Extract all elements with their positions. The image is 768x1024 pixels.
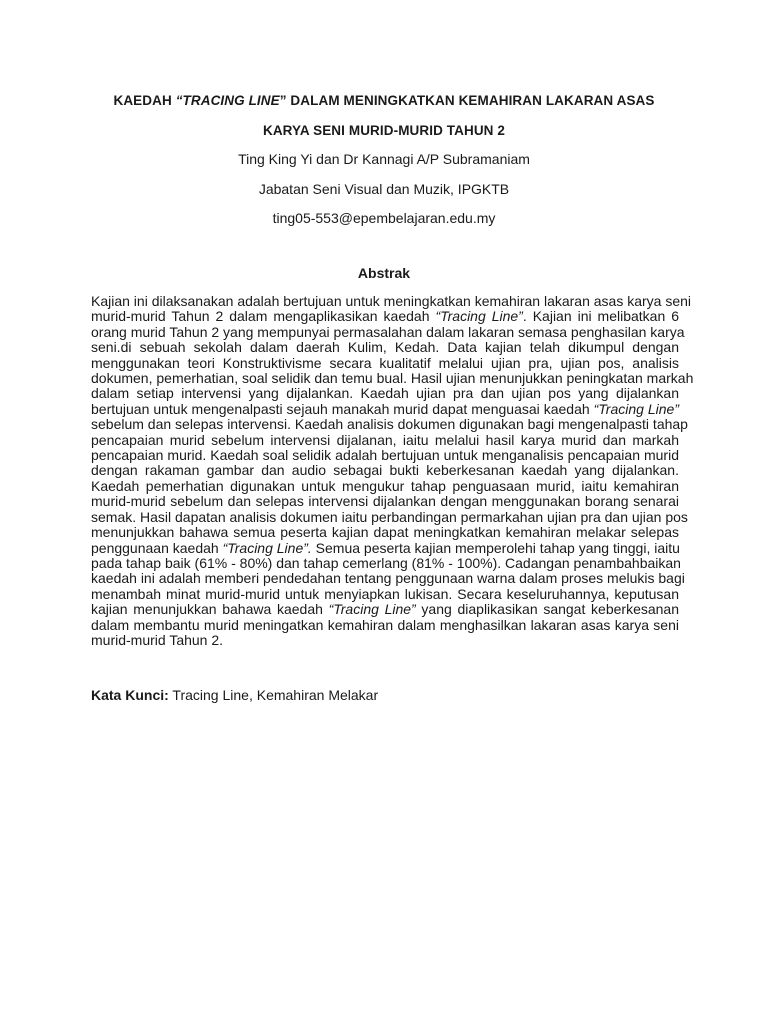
abstract-line bbox=[91, 556, 679, 571]
abstract-line bbox=[91, 356, 679, 371]
abstract-text: dokumen, pemerhatian, soal selidik dan temu bual. Hasil ujian menunjukkan peningkatan markah bbox=[91, 370, 694, 387]
abstract-text: dalam setiap intervensi yang dijalankan. Kaedah ujian pra dan ujian pos yang dijalankan bbox=[91, 385, 679, 402]
abstract-italic-term: “Tracing Line” bbox=[593, 400, 680, 417]
abstract-text: Kajian ini dilaksanakan adalah bertujuan untuk meningkatkan kemahiran lakaran asas karya seni bbox=[91, 293, 692, 309]
abstract-text: pencapaian murid sebelum intervensi dijalanan, iaitu melalui hasil karya murid dan markah bbox=[91, 431, 679, 448]
keywords bbox=[91, 687, 378, 703]
abstract-line bbox=[91, 587, 679, 602]
abstract-text: murid-murid Tahun 2. bbox=[91, 631, 224, 648]
abstract-heading: Abstrak bbox=[357, 265, 411, 281]
title-prefix: KAEDAH bbox=[113, 93, 176, 108]
title-italic-term: “TRACING LINE bbox=[175, 93, 280, 108]
abstract-text: yang diaplikasikan sangat keberkesanan bbox=[415, 601, 680, 618]
abstract-line bbox=[91, 541, 679, 556]
abstract-line bbox=[91, 340, 679, 355]
abstract-text: murid-murid sebelum dan selepas intervensi dijalankan dengan menggunakan borang senarai bbox=[91, 493, 679, 510]
abstract-text: pencapaian murid. Kaedah soal selidik adalah bertujuan untuk menganalisis pencapaian murid bbox=[91, 447, 679, 464]
abstract-text: sebelum dan selepas intervensi. Kaedah analisis dokumen digunakan bagi mengenalpasti tahap bbox=[91, 416, 688, 433]
keywords-value: Tracing Line, Kemahiran Melakar bbox=[168, 687, 379, 703]
abstract-text: Semua peserta kajian memperolehi tahap yang tinggi, iaitu bbox=[311, 539, 680, 556]
abstract-line bbox=[91, 448, 679, 463]
keywords-label: Kata Kunci: bbox=[91, 687, 169, 703]
abstract-text: menggunakan teori Konstruktivisme secara kualitatif melalui ujian pra, ujian pos, analisis bbox=[91, 354, 679, 371]
abstract-line bbox=[91, 494, 679, 509]
abstract-text: Kaedah pemerhatian digunakan untuk mengukur tahap penguasaan murid, iaitu kemahiran bbox=[91, 477, 679, 494]
abstract-line bbox=[91, 602, 679, 617]
paper-title-line-1 bbox=[0, 93, 768, 108]
abstract-line bbox=[91, 402, 679, 417]
abstract-text: semak. Hasil dapatan analisis dokumen iaitu perbandingan permarkahan ujian pra dan ujian pos bbox=[91, 508, 688, 525]
paper-title-line-2: KARYA SENI MURID-MURID TAHUN 2 bbox=[262, 123, 505, 138]
abstract-text: orang murid Tahun 2 yang mempunyai permasalahan dalam lakaran semasa penghasilan karya bbox=[91, 323, 685, 340]
abstract-line bbox=[91, 416, 688, 433]
abstract-text: kaedah ini adalah memberi pendedahan tentang penggunaan warna dalam proses melukis bagi bbox=[91, 570, 685, 587]
abstract-line bbox=[91, 293, 692, 309]
abstract-text: dalam membantu murid meningatkan kemahiran dalam menghasilkan lakaran asas karya seni bbox=[91, 616, 679, 633]
abstract-text: murid-murid Tahun 2 dalam mengaplikasikan kaedah bbox=[91, 308, 436, 325]
abstract-line bbox=[91, 433, 679, 448]
abstract-text: pada tahap baik (61% - 80%) dan tahap cemerlang (81% - 100%). Cadangan penambahbaikan bbox=[91, 554, 681, 571]
abstract-line bbox=[91, 370, 694, 387]
author-email[interactable]: ting05-553@epembelajaran.edu.my bbox=[272, 210, 496, 226]
abstract-line bbox=[91, 386, 679, 401]
abstract-text: menambah minat murid-murid untuk menyiapkan lukisan. Secara keseluruhannya, keputusan bbox=[91, 585, 679, 602]
abstract-line bbox=[91, 570, 685, 587]
abstract-text: seni.di sebuah sekolah dalam daerah Kulim, Kedah. Data kajian telah dikumpul dengan bbox=[91, 339, 679, 356]
authors: Ting King Yi dan Dr Kannagi A/P Subramaniam bbox=[238, 151, 530, 167]
abstract-text: kajian menunjukkan bahawa kaedah bbox=[91, 601, 329, 618]
abstract-text: penggunaan kaedah bbox=[91, 539, 223, 556]
abstract-line bbox=[91, 508, 688, 525]
abstract-line bbox=[91, 323, 685, 340]
abstract-text: menunjukkan bahawa semua peserta kajian dapat meningkatkan kemahiran melakar selepas bbox=[91, 524, 679, 541]
abstract-line bbox=[91, 618, 679, 633]
abstract-italic-term: “Tracing Line”. bbox=[222, 539, 312, 556]
abstract-text: dengan rakaman gambar dan audio sebagai bukti keberkesanan kaedah yang dijalankan. bbox=[91, 462, 679, 479]
abstract-italic-term: “Tracing Line” bbox=[328, 601, 416, 618]
abstract-body bbox=[91, 293, 694, 648]
abstract-line bbox=[91, 479, 679, 494]
abstract-italic-term: “Tracing Line” bbox=[435, 308, 523, 325]
title-suffix: ” DALAM MENINGKATKAN KEMAHIRAN LAKARAN ASAS bbox=[279, 93, 655, 108]
abstract-text: bertujuan untuk mengenalpasti sejauh manakah murid dapat menguasai kaedah bbox=[91, 400, 594, 417]
abstract-text: . Kajian ini melibatkan 6 bbox=[522, 308, 679, 325]
abstract-line bbox=[91, 525, 679, 540]
abstract-line bbox=[91, 633, 679, 648]
abstract-line bbox=[91, 309, 679, 324]
affiliation: Jabatan Seni Visual dan Muzik, IPGKTB bbox=[258, 181, 510, 197]
abstract-line bbox=[91, 463, 679, 478]
